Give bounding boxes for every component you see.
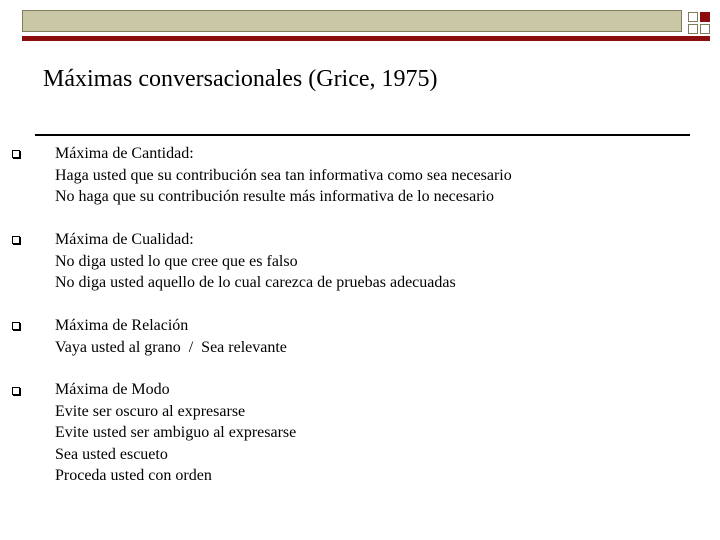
maxim-line: No haga que su contribución resulte más informativa de lo necesario	[55, 188, 494, 205]
corner-square-icon	[700, 24, 710, 34]
maxim-line: No diga usted aquello de lo cual carezca de pruebas adecuadas	[55, 274, 456, 291]
square-bullet-icon	[12, 236, 20, 244]
square-bullet-icon	[12, 322, 20, 330]
maxim-line: No diga usted lo que cree que es falso	[55, 252, 298, 270]
maxim-line: Proceda usted con orden	[55, 467, 212, 484]
square-bullet-icon	[12, 150, 20, 158]
maxim-line: Evite usted ser ambiguo al expresarse	[55, 424, 297, 441]
maxim-line: Evite ser oscuro al expresarse	[55, 402, 246, 420]
maxim-line: Haga usted que su contribución sea tan informativa como sea necesario	[55, 166, 512, 184]
square-bullet-icon	[12, 387, 20, 395]
title-underline	[35, 134, 690, 136]
maxim-heading: Máxima de Cualidad:	[55, 231, 194, 248]
corner-square-icon	[688, 24, 698, 34]
maxim-line: Vaya usted al grano / Sea relevante	[55, 338, 287, 356]
header-red-rule	[22, 36, 710, 41]
corner-square-red-icon	[700, 12, 710, 22]
maxim-heading: Máxima de Cantidad:	[55, 145, 194, 162]
maxim-heading: Máxima de Modo	[55, 381, 170, 398]
header-decoration	[22, 10, 710, 40]
maxim-line: Sea usted escueto	[55, 445, 168, 463]
slide-title: Máximas conversacionales (Grice, 1975)	[43, 66, 438, 92]
header-band	[22, 10, 682, 32]
maxim-heading: Máxima de Relación	[55, 317, 189, 334]
corner-square-icon	[688, 12, 698, 22]
